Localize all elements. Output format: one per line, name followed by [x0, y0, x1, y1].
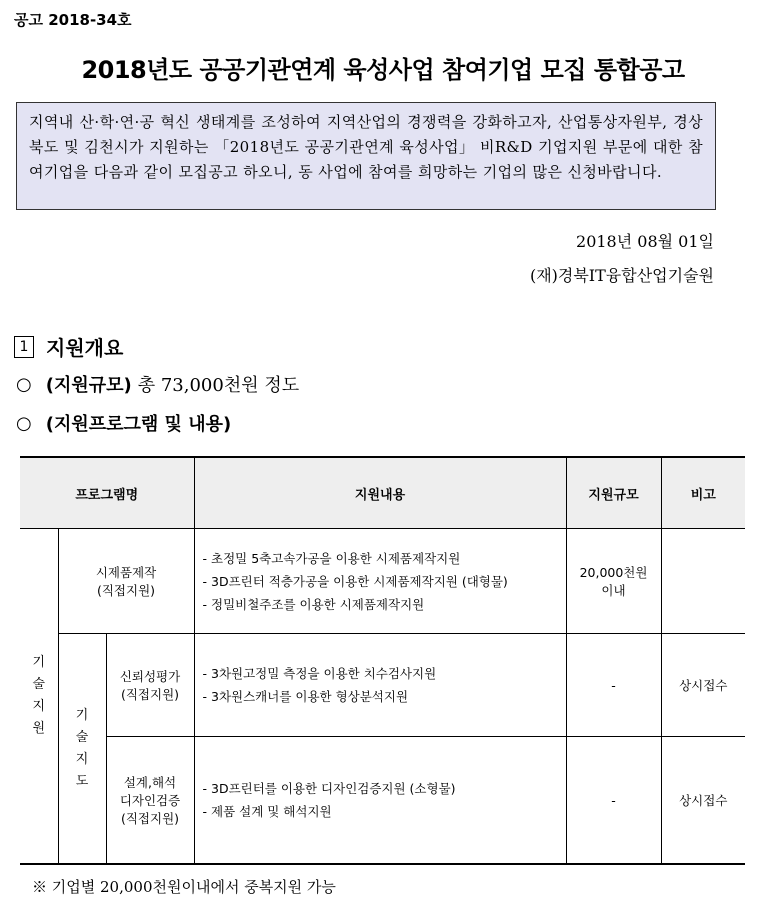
bullet-support-program — [16, 410, 231, 436]
program-name: 설계,해석 디자인검증 (직접지원) — [106, 737, 194, 865]
program-scale: - — [566, 634, 661, 737]
content-line: - 3차원스캐너를 이용한 형상분석지원 — [202, 689, 409, 704]
header-content: 지원내용 — [194, 457, 566, 529]
program-scale: - — [566, 737, 661, 865]
program-content — [194, 634, 566, 737]
page-title: 2018년도 공공기관연계 육성사업 참여기업 모집 통합공고 — [81, 56, 685, 84]
program-note: 상시접수 — [661, 737, 745, 865]
content-line: - 정밀비철주조를 이용한 시제품제작지원 — [202, 596, 425, 612]
notice-date: 2018년 08월 01일 — [576, 232, 714, 251]
header-scale: 지원규모 — [566, 457, 661, 529]
notice-number: 공고 2018-34호 — [14, 11, 132, 29]
intro-box: 지역내 산·학·연·공 혁신 생태계를 조성하여 지역산업의 경쟁력을 강화하고자, 산업통상자원부, 경상북도 및 김천시가 지원하는 「2018년도 공공기관연계 육성사업」 비R&D 기업지원 부문에 대한 참여기업을 다음과 같이 모집공고 하오니, 동 사업에 참여를 희망하는 기업의 많은 신청바랍니다. — [16, 102, 716, 210]
content-line: - 3D프린터를 이용한 디자인검증지원 (소형물) — [202, 781, 456, 796]
bullet-label: (지원프로그램 및 내용) — [45, 414, 232, 435]
section-title: 지원개요 — [46, 336, 124, 360]
program-note — [661, 529, 745, 634]
header-note: 비고 — [661, 457, 745, 529]
program-scale: 20,000천원 이내 — [566, 529, 661, 634]
program-content — [194, 529, 566, 634]
program-note: 상시접수 — [661, 634, 745, 737]
content-line: - 초정밀 5축고속가공을 이용한 시제품제작지원 — [202, 550, 461, 566]
bullet-label: (지원규모) — [45, 375, 132, 396]
bullet-circle-icon: ○ — [16, 412, 32, 434]
bullet-support-scale — [16, 371, 299, 397]
section-number: 1 — [14, 336, 34, 358]
category-tech-support: 기 술 지 원 — [20, 529, 58, 865]
content-line: - 3차원고정밀 측정을 이용한 치수검사지원 — [202, 666, 437, 681]
bullet-value: 총 73,000천원 정도 — [137, 375, 300, 396]
category-tech-guidance: 기 술 지 도 — [58, 634, 106, 865]
header-program: 프로그램명 — [20, 457, 194, 529]
program-content — [194, 737, 566, 865]
bullet-circle-icon: ○ — [16, 373, 32, 395]
program-table — [20, 456, 745, 865]
content-line: - 3D프린터 적층가공을 이용한 시제품제작지원 (대형물) — [202, 573, 508, 589]
content-line: - 제품 설계 및 해석지원 — [202, 804, 332, 819]
organization-name: (재)경북IT융합산업기술원 — [529, 266, 714, 285]
footnote: ※ 기업별 20,000천원이내에서 중복지원 가능 — [32, 878, 336, 896]
program-name: 시제품제작 (직접지원) — [58, 529, 194, 634]
program-name: 신뢰성평가 (직접지원) — [106, 634, 194, 737]
section-heading — [14, 332, 123, 361]
